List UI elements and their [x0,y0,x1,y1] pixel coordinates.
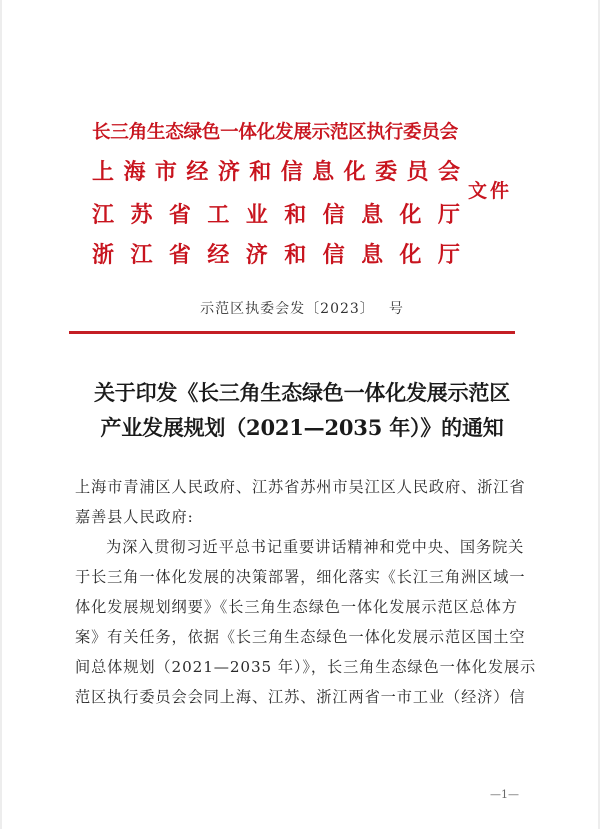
issuer-char: 省 [168,241,191,268]
paragraph-line-1: 为深入贯彻习近平总书记重要讲话精神和党中央、国务院关 [106,538,525,556]
issuer-char: 济 [245,241,268,268]
issuer-char: 济 [217,158,240,185]
issuer-char: 员 [421,122,440,143]
issuer-char: 海 [123,158,146,185]
issuer-line-1 [92,114,460,148]
issuer-char: 区 [348,122,367,143]
red-separator-rule [69,331,515,334]
issuer-char: 厅 [437,201,460,228]
document-suffix: 文件 [468,180,513,202]
paragraph-line-4: 案》有关任务，依据《长三角生态绿色一体化发展示范区国土空 [75,628,526,646]
paragraph-line-3: 体化发展规划纲要》《长三角生态绿色一体化发展示范区总体方 [75,598,518,616]
issuer-char: 息 [361,241,384,268]
issuer-char: 省 [168,201,191,228]
issuer-char: 信 [322,201,345,228]
issuer-char: 行 [384,122,404,143]
issuer-char: 化 [399,201,422,228]
document-number-prefix: 示范区执委会发〔2023〕 [200,301,375,317]
issuer-char: 厅 [437,241,460,268]
issuer-char: 一 [220,122,239,143]
issuer-char: 业 [245,201,268,228]
issuer-char: 息 [361,201,384,228]
title-line-1: 关于印发《长三角生态绿色一体化发展示范区 [94,380,510,405]
document-number [2,298,600,318]
issuer-char: 息 [312,158,335,185]
issuer-char: 色 [201,122,221,143]
issuer-char: 工 [207,201,230,228]
issuer-char: 经 [207,241,230,268]
issuer-char: 执 [366,122,385,143]
issuer-char: 角 [128,122,147,143]
issuer-char: 市 [154,158,177,185]
paragraph-line-2: 于长三角一体化发展的决策部署，细化落实《长江三角洲区域一 [75,568,526,586]
issuer-char: 苏 [130,201,153,228]
page-number: —1— [490,788,519,801]
issuer-char: 会 [439,122,458,143]
issuer-char: 信 [322,241,345,268]
issuer-char: 和 [284,241,307,268]
issuer-char: 化 [399,241,422,268]
document-number-suffix: 号 [388,301,404,317]
document-body [75,472,537,712]
issuer-char: 绿 [183,122,202,143]
issuer-char: 化 [343,158,366,185]
issuer-char: 示 [311,122,330,143]
issuer-line-2 [92,153,460,187]
document-title [62,375,542,445]
issuer-line-4 [92,236,460,270]
paragraph-line-6: 范区执行委员会会同上海、江苏、浙江两省一市工业（经济）信 [75,688,526,706]
issuer-char: 委 [403,122,422,143]
issuer-char: 江 [130,241,153,268]
paragraph-line-5: 间总体规划（2021—2035 年）》，长三角生态绿色一体化发展示 [75,658,537,676]
issuer-char: 发 [274,122,294,143]
issuer-char: 江 [92,201,115,228]
issuer-char: 上 [92,158,115,185]
title-line-2: 产业发展规划（2021—2035 年）》的通知 [100,415,504,440]
issuer-line-3 [92,196,460,230]
issuer-char: 展 [293,122,312,143]
issuer-char: 浙 [92,241,115,268]
issuer-char: 态 [165,122,184,143]
issuer-char: 范 [329,122,349,143]
issuer-char: 会 [437,158,460,185]
issuer-char: 经 [186,158,209,185]
issuer-char: 和 [284,201,307,228]
issuer-char: 生 [146,122,166,143]
issuer-char: 三 [110,122,129,143]
issuer-char: 和 [249,158,272,185]
addressee-line-2: 嘉善县人民政府: [75,508,194,526]
issuer-char: 长 [92,122,111,143]
issuer-char: 委 [375,158,398,185]
issuer-char: 化 [256,122,275,143]
addressee-line-1: 上海市青浦区人民政府、江苏省苏州市吴江区人民政府、浙江省 [75,478,526,496]
issuer-char: 信 [280,158,303,185]
issuer-char: 体 [238,122,257,143]
issuer-char: 员 [406,158,429,185]
